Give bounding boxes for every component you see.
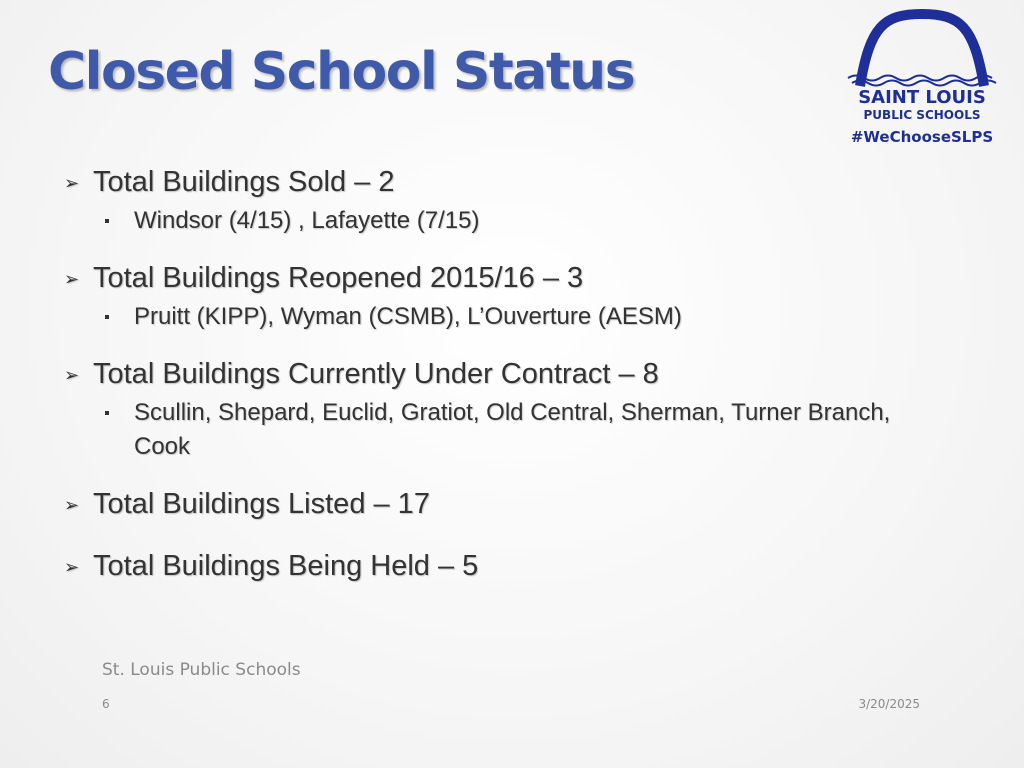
footer-text: St. Louis Public Schools <box>102 660 301 680</box>
page-number: 6 <box>102 697 110 711</box>
arrow-bullet-icon: ➢ <box>64 365 80 385</box>
bullet-item <box>60 544 960 588</box>
sub-bullet-text: Scullin, Shepard, Euclid, Gratiot, Old Central, Sherman, Turner Branch, Cook <box>134 399 891 460</box>
arrow-bullet-icon: ➢ <box>64 557 80 577</box>
bullet-text: Total Buildings Currently Under Contract – 8 <box>93 358 659 390</box>
logo-hashtag: #WeChooseSLPS <box>850 128 994 146</box>
bullet-text: Total Buildings Listed – 17 <box>93 488 430 520</box>
square-bullet-icon <box>105 315 109 319</box>
sub-bullet-item <box>60 396 934 464</box>
square-bullet-icon <box>105 411 109 415</box>
sub-bullet-text: Pruitt (KIPP), Wyman (CSMB), L’Ouverture (AESM) <box>134 303 682 330</box>
arrow-bullet-icon: ➢ <box>64 495 80 515</box>
arch-icon <box>838 8 1006 98</box>
bullet-item <box>60 482 960 526</box>
bullet-text: Total Buildings Being Held – 5 <box>93 550 479 582</box>
bullet-item <box>60 352 960 396</box>
sub-bullet-item <box>60 204 934 238</box>
bullet-item <box>60 160 960 204</box>
bullet-list <box>60 160 960 588</box>
bullet-text: Total Buildings Reopened 2015/16 – 3 <box>93 262 584 294</box>
slide-date: 3/20/2025 <box>858 697 920 711</box>
slide-title: Closed School Status <box>48 42 635 102</box>
logo-line-2: PUBLIC SCHOOLS <box>863 108 981 122</box>
sub-bullet-text: Windsor (4/15) , Lafayette (7/15) <box>134 207 480 234</box>
bullet-text: Total Buildings Sold – 2 <box>93 166 395 198</box>
logo-line-1: SAINT LOUIS <box>858 87 986 108</box>
bullet-item <box>60 256 960 300</box>
square-bullet-icon <box>105 219 109 223</box>
slps-logo <box>838 8 1006 148</box>
arrow-bullet-icon: ➢ <box>64 173 80 193</box>
sub-bullet-item <box>60 300 934 334</box>
arrow-bullet-icon: ➢ <box>64 269 80 289</box>
